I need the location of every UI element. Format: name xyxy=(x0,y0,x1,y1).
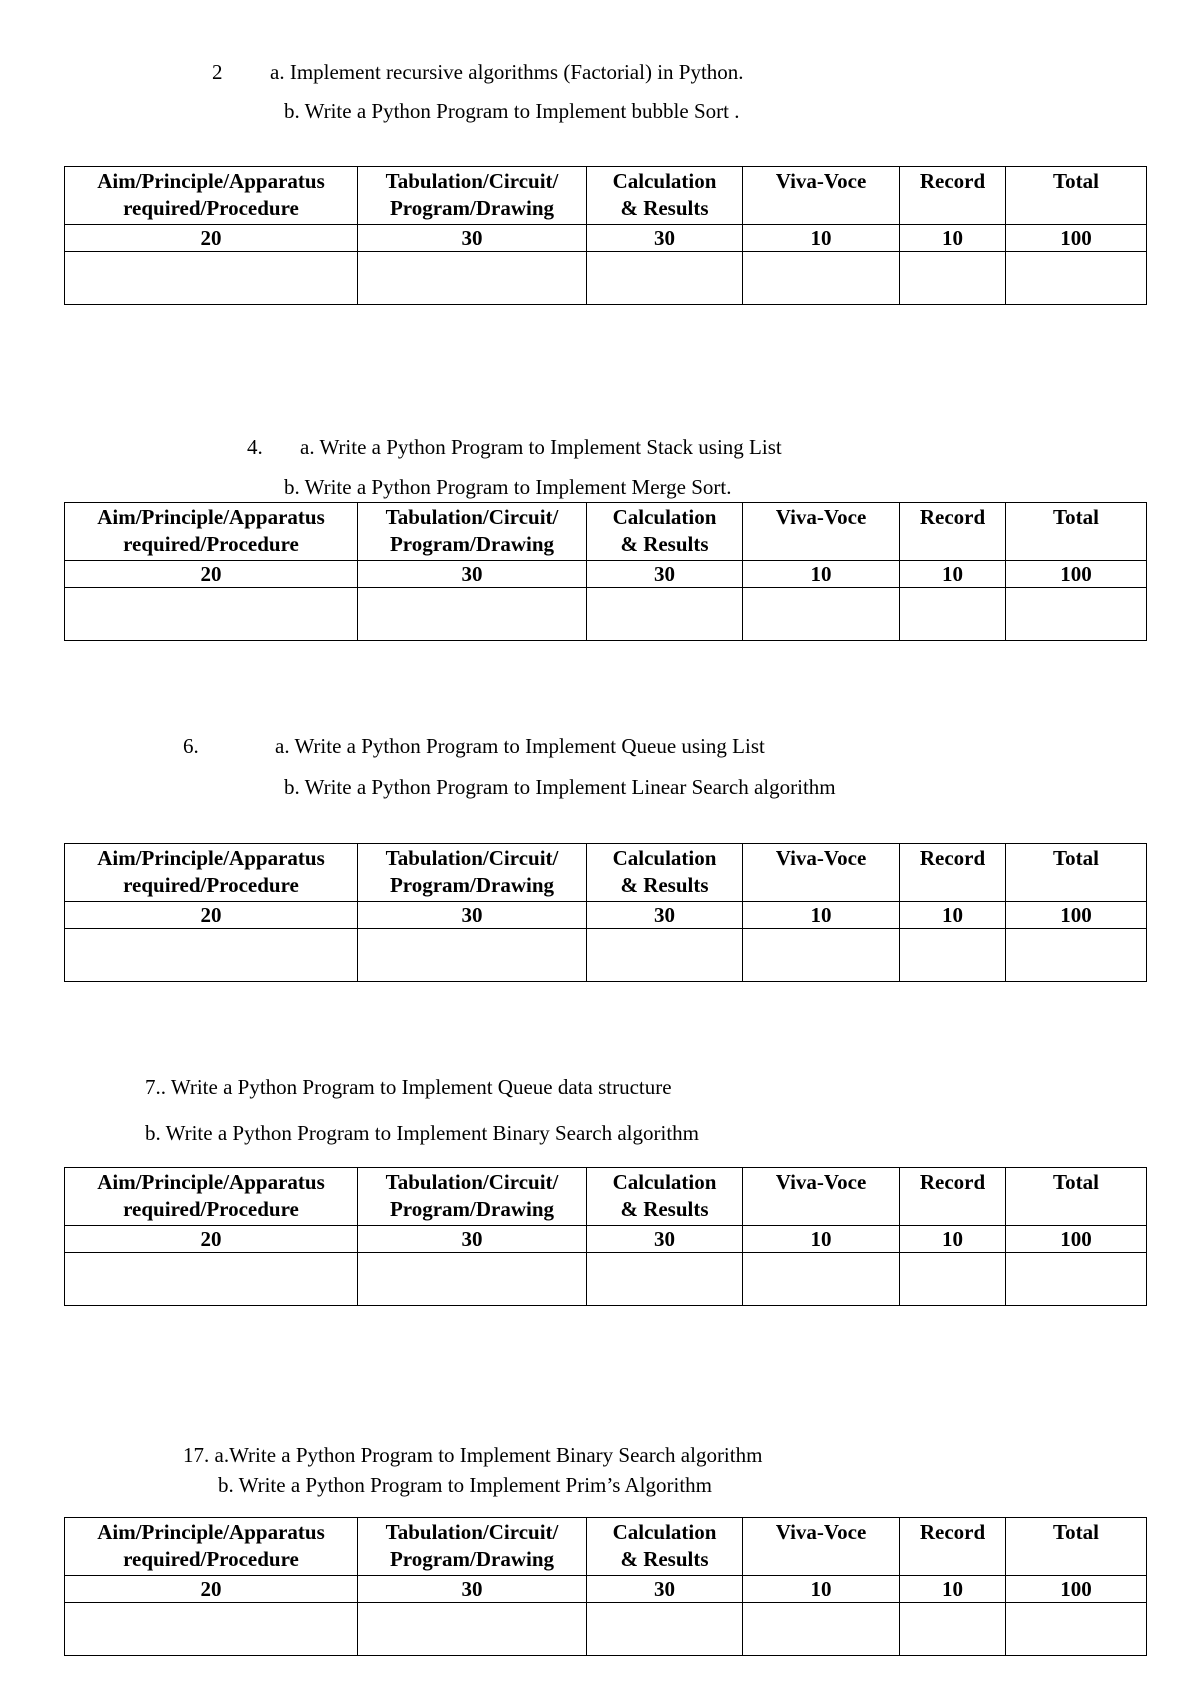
score-cell-viva-voce[interactable] xyxy=(743,1253,900,1306)
header-total: Total xyxy=(1006,844,1147,902)
max-marks-tabulation: 30 xyxy=(358,225,587,252)
max-marks-viva-voce: 10 xyxy=(743,561,900,588)
max-marks-aim: 20 xyxy=(65,1576,358,1603)
experiment-4-part-b: b. Write a Python Program to Implement Merge Sort. xyxy=(284,475,732,499)
header-tabulation: Tabulation/Circuit/ Program/Drawing xyxy=(358,1518,587,1576)
max-marks-calculation: 30 xyxy=(587,225,743,252)
header-aim: Aim/Principle/Apparatus required/Procedure xyxy=(65,1518,358,1576)
max-marks-record: 10 xyxy=(900,902,1006,929)
score-cell-record[interactable] xyxy=(900,252,1006,305)
max-marks-viva-voce: 10 xyxy=(743,225,900,252)
header-calculation: Calculation & Results xyxy=(587,1168,743,1226)
experiment-17-part-b: b. Write a Python Program to Implement Prim’s Algorithm xyxy=(218,1473,712,1497)
score-cell-aim[interactable] xyxy=(65,1253,358,1306)
score-cell-viva-voce[interactable] xyxy=(743,588,900,641)
max-marks-aim: 20 xyxy=(65,902,358,929)
experiment-7-part-a: 7.. Write a Python Program to Implement Queue data structure xyxy=(145,1075,672,1099)
marks-table-2 xyxy=(64,166,1147,305)
score-cell-tabulation[interactable] xyxy=(358,1253,587,1306)
header-record: Record xyxy=(900,503,1006,561)
max-marks-calculation: 30 xyxy=(587,1226,743,1253)
header-record: Record xyxy=(900,167,1006,225)
header-aim: Aim/Principle/Apparatus required/Procedure xyxy=(65,503,358,561)
header-aim: Aim/Principle/Apparatus required/Procedure xyxy=(65,1168,358,1226)
header-viva-voce: Viva-Voce xyxy=(743,1168,900,1226)
max-marks-calculation: 30 xyxy=(587,561,743,588)
score-cell-aim[interactable] xyxy=(65,929,358,982)
header-viva-voce: Viva-Voce xyxy=(743,1518,900,1576)
max-marks-total: 100 xyxy=(1006,1576,1147,1603)
score-cell-tabulation[interactable] xyxy=(358,252,587,305)
score-cell-total[interactable] xyxy=(1006,1253,1147,1306)
experiment-17-part-a: 17. a.Write a Python Program to Implement Binary Search algorithm xyxy=(183,1443,763,1467)
score-cell-total[interactable] xyxy=(1006,929,1147,982)
score-cell-viva-voce[interactable] xyxy=(743,1603,900,1656)
score-cell-aim[interactable] xyxy=(65,588,358,641)
experiment-6-number: 6. xyxy=(183,734,199,758)
marks-table-7 xyxy=(64,1167,1147,1306)
experiment-2-part-b: b. Write a Python Program to Implement bubble Sort . xyxy=(284,99,740,123)
max-marks-total: 100 xyxy=(1006,561,1147,588)
header-aim: Aim/Principle/Apparatus required/Procedure xyxy=(65,167,358,225)
header-viva-voce: Viva-Voce xyxy=(743,503,900,561)
max-marks-record: 10 xyxy=(900,225,1006,252)
score-cell-calculation[interactable] xyxy=(587,929,743,982)
max-marks-total: 100 xyxy=(1006,902,1147,929)
max-marks-record: 10 xyxy=(900,1576,1006,1603)
max-marks-calculation: 30 xyxy=(587,1576,743,1603)
score-cell-total[interactable] xyxy=(1006,1603,1147,1656)
header-viva-voce: Viva-Voce xyxy=(743,167,900,225)
max-marks-viva-voce: 10 xyxy=(743,1576,900,1603)
max-marks-tabulation: 30 xyxy=(358,561,587,588)
max-marks-calculation: 30 xyxy=(587,902,743,929)
marks-table-17 xyxy=(64,1517,1147,1656)
max-marks-total: 100 xyxy=(1006,225,1147,252)
marks-table-4 xyxy=(64,502,1147,641)
header-record: Record xyxy=(900,844,1006,902)
max-marks-record: 10 xyxy=(900,1226,1006,1253)
max-marks-aim: 20 xyxy=(65,225,358,252)
experiment-2-part-a: a. Implement recursive algorithms (Factorial) in Python. xyxy=(270,60,744,84)
experiment-4-number: 4. xyxy=(247,435,263,459)
header-aim: Aim/Principle/Apparatus required/Procedure xyxy=(65,844,358,902)
max-marks-tabulation: 30 xyxy=(358,1576,587,1603)
header-record: Record xyxy=(900,1518,1006,1576)
header-viva-voce: Viva-Voce xyxy=(743,844,900,902)
max-marks-record: 10 xyxy=(900,561,1006,588)
header-tabulation: Tabulation/Circuit/ Program/Drawing xyxy=(358,167,587,225)
header-calculation: Calculation & Results xyxy=(587,167,743,225)
header-total: Total xyxy=(1006,167,1147,225)
score-cell-record[interactable] xyxy=(900,588,1006,641)
max-marks-aim: 20 xyxy=(65,1226,358,1253)
score-cell-calculation[interactable] xyxy=(587,252,743,305)
header-total: Total xyxy=(1006,503,1147,561)
score-cell-total[interactable] xyxy=(1006,252,1147,305)
score-cell-calculation[interactable] xyxy=(587,588,743,641)
header-tabulation: Tabulation/Circuit/ Program/Drawing xyxy=(358,844,587,902)
score-cell-viva-voce[interactable] xyxy=(743,252,900,305)
experiment-6-part-a: a. Write a Python Program to Implement Queue using List xyxy=(275,734,765,758)
max-marks-viva-voce: 10 xyxy=(743,902,900,929)
score-cell-aim[interactable] xyxy=(65,1603,358,1656)
header-total: Total xyxy=(1006,1168,1147,1226)
score-cell-record[interactable] xyxy=(900,929,1006,982)
max-marks-tabulation: 30 xyxy=(358,1226,587,1253)
header-calculation: Calculation & Results xyxy=(587,844,743,902)
header-total: Total xyxy=(1006,1518,1147,1576)
header-record: Record xyxy=(900,1168,1006,1226)
marks-table-6 xyxy=(64,843,1147,982)
experiment-2-number: 2 xyxy=(212,60,223,84)
score-cell-total[interactable] xyxy=(1006,588,1147,641)
max-marks-tabulation: 30 xyxy=(358,902,587,929)
max-marks-viva-voce: 10 xyxy=(743,1226,900,1253)
experiment-7-part-b: b. Write a Python Program to Implement Binary Search algorithm xyxy=(145,1121,699,1145)
experiment-4-part-a: a. Write a Python Program to Implement Stack using List xyxy=(300,435,782,459)
score-cell-tabulation[interactable] xyxy=(358,588,587,641)
score-cell-record[interactable] xyxy=(900,1603,1006,1656)
experiment-6-part-b: b. Write a Python Program to Implement Linear Search algorithm xyxy=(284,775,836,799)
max-marks-aim: 20 xyxy=(65,561,358,588)
score-cell-record[interactable] xyxy=(900,1253,1006,1306)
header-calculation: Calculation & Results xyxy=(587,1518,743,1576)
max-marks-total: 100 xyxy=(1006,1226,1147,1253)
score-cell-tabulation[interactable] xyxy=(358,1603,587,1656)
score-cell-aim[interactable] xyxy=(65,252,358,305)
score-cell-tabulation[interactable] xyxy=(358,929,587,982)
score-cell-viva-voce[interactable] xyxy=(743,929,900,982)
header-calculation: Calculation & Results xyxy=(587,503,743,561)
header-tabulation: Tabulation/Circuit/ Program/Drawing xyxy=(358,1168,587,1226)
score-cell-calculation[interactable] xyxy=(587,1253,743,1306)
header-tabulation: Tabulation/Circuit/ Program/Drawing xyxy=(358,503,587,561)
score-cell-calculation[interactable] xyxy=(587,1603,743,1656)
